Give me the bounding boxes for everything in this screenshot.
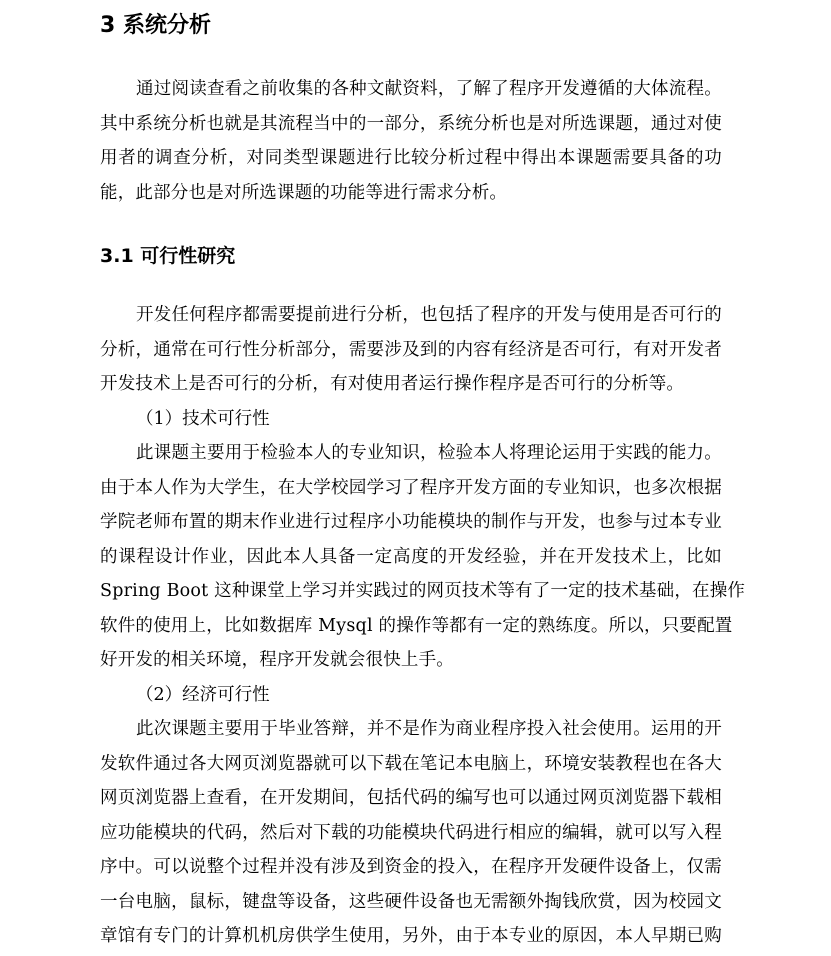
intro-line: 其中系统分析也就是其流程当中的一部分，系统分析也是对所选课题，通过对使 xyxy=(100,113,722,134)
intro-line: 能，此部分也是对所选课题的功能等进行需求分析。 xyxy=(100,182,508,203)
intro-line: 通过阅读查看之前收集的各种文献资料，了解了程序开发遵循的大体流程。 xyxy=(136,79,722,99)
tech-feasibility-heading: （1）技术可行性 xyxy=(136,408,270,429)
tech-line: Spring Boot 这种课堂上学习并实践过的网页技术等有了一定的技术基础，在操作 xyxy=(100,581,746,601)
feasibility-paragraph xyxy=(100,298,746,954)
econ-feasibility-heading: （2）经济可行性 xyxy=(136,684,270,705)
econ-line: 章馆有专门的计算机机房供学生使用，另外，由于本专业的原因，本人早期已购 xyxy=(100,926,722,946)
chapter-heading: 3 系统分析 xyxy=(100,13,211,38)
econ-line: 一台电脑，鼠标，键盘等设备，这些硬件设备也无需额外掏钱欣赏，因为校园文 xyxy=(100,891,722,912)
econ-line: 此次课题主要用于毕业答辩，并不是作为商业程序投入社会使用。运用的开 xyxy=(136,719,722,739)
feasibility-line: 开发任何程序都需要提前进行分析，也包括了程序的开发与使用是否可行的 xyxy=(136,305,722,325)
tech-line: 学院老师布置的期末作业进行过程序小功能模块的制作与开发，也参与过本专业 xyxy=(100,512,722,532)
tech-line: 好开发的相关环境，程序开发就会很快上手。 xyxy=(100,650,454,670)
econ-line: 应功能模块的代码，然后对下载的功能模块代码进行相应的编辑，就可以写入程 xyxy=(100,822,722,843)
econ-line: 序中。可以说整个过程并没有涉及到资金的投入，在程序开发硬件设备上，仅需 xyxy=(100,857,722,877)
tech-line: 由于本人作为大学生，在大学校园学习了程序开发方面的专业知识，也多次根据 xyxy=(100,477,722,498)
feasibility-line: 分析，通常在可行性分析部分，需要涉及到的内容有经济是否可行，有对开发者 xyxy=(100,339,722,360)
econ-line: 网页浏览器上查看，在开发期间，包括代码的编写也可以通过网页浏览器下载相 xyxy=(100,788,722,808)
feasibility-line: 开发技术上是否可行的分析，有对使用者运行操作程序是否可行的分析等。 xyxy=(100,374,685,394)
tech-line: 的课程设计作业，因此本人具备一定高度的开发经验，并在开发技术上，比如 xyxy=(100,546,722,567)
tech-line: 软件的使用上，比如数据库 Mysql 的操作等都有一定的熟练度。所以，只要配置 xyxy=(100,615,733,636)
tech-line: 此课题主要用于检验本人的专业知识，检验本人将理论运用于实践的能力。 xyxy=(136,443,722,463)
section-heading: 3.1 可行性研究 xyxy=(100,245,236,267)
intro-line: 用者的调查分析，对同类型课题进行比较分析过程中得出本课题需要具备的功 xyxy=(100,148,722,168)
econ-line: 发软件通过各大网页浏览器就可以下载在笔记本电脑上，环境安装教程也在各大 xyxy=(100,753,722,774)
intro-paragraph xyxy=(100,72,722,210)
